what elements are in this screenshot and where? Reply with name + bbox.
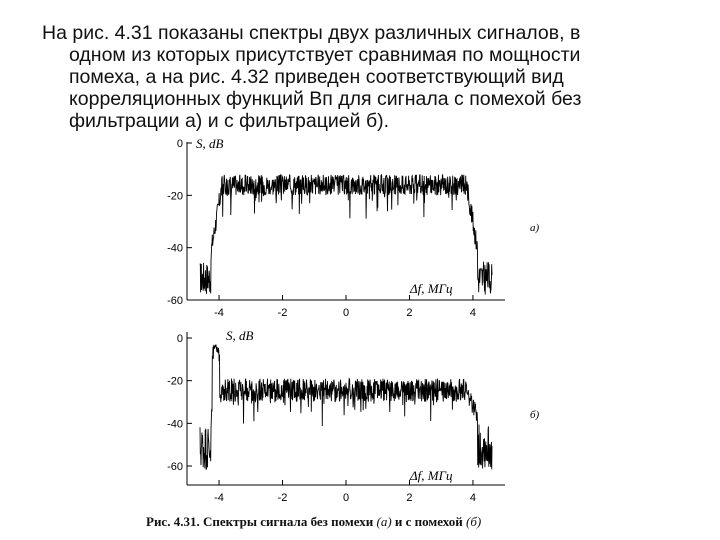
x-axis-label: Δf, МГц [410, 281, 453, 296]
y-tick-label: -20 [167, 375, 183, 388]
x-tick-label: -2 [277, 307, 288, 319]
y-tick-label: 0 [176, 138, 183, 150]
y-tick-label: 0 [176, 333, 183, 345]
y-tick-label: -60 [167, 295, 183, 307]
x-tick-label: -2 [277, 492, 288, 504]
spectrum-trace [200, 175, 492, 295]
spectrum-trace [200, 345, 492, 470]
y-axis-label: S, dB [226, 328, 254, 343]
x-tick-label: 2 [406, 492, 413, 504]
panel-label: б) [530, 409, 540, 421]
figure-caption [146, 514, 481, 530]
caption-b: (б) [466, 514, 482, 529]
x-tick-label: 4 [469, 307, 477, 319]
spectrum-panel-b [167, 328, 539, 504]
x-tick-label: 2 [406, 307, 413, 319]
x-axis-label: Δf, МГц [410, 468, 453, 483]
x-tick-label: 4 [469, 492, 477, 504]
caption-mid: и с помехой [394, 514, 463, 529]
caption-a: (а) [376, 514, 392, 529]
y-tick-label: -40 [167, 418, 183, 431]
y-tick-label: -20 [167, 190, 183, 203]
x-tick-label: -4 [214, 492, 224, 504]
x-tick-label: -4 [214, 307, 224, 319]
x-tick-label: 0 [342, 492, 350, 504]
slide-paragraph: На рис. 4.31 показаны спектры двух различных сигналов, в одном из которых присутствует сравнимая по мощности помеха, а на рис. 4.32 приведен соответствующий вид корреляционных функций Вп для сигнала с помехой без фильтрации а) и с фильтрацией б). [42, 22, 582, 132]
y-tick-label: -60 [167, 461, 183, 473]
y-tick-label: -40 [167, 242, 183, 255]
x-tick-label: 0 [342, 307, 350, 319]
panel-label: а) [530, 222, 540, 234]
caption-main: Рис. 4.31. Спектры сигнала без помехи [146, 514, 374, 529]
y-axis-label: S, dB [196, 136, 224, 151]
spectrum-panel-a [167, 136, 539, 319]
